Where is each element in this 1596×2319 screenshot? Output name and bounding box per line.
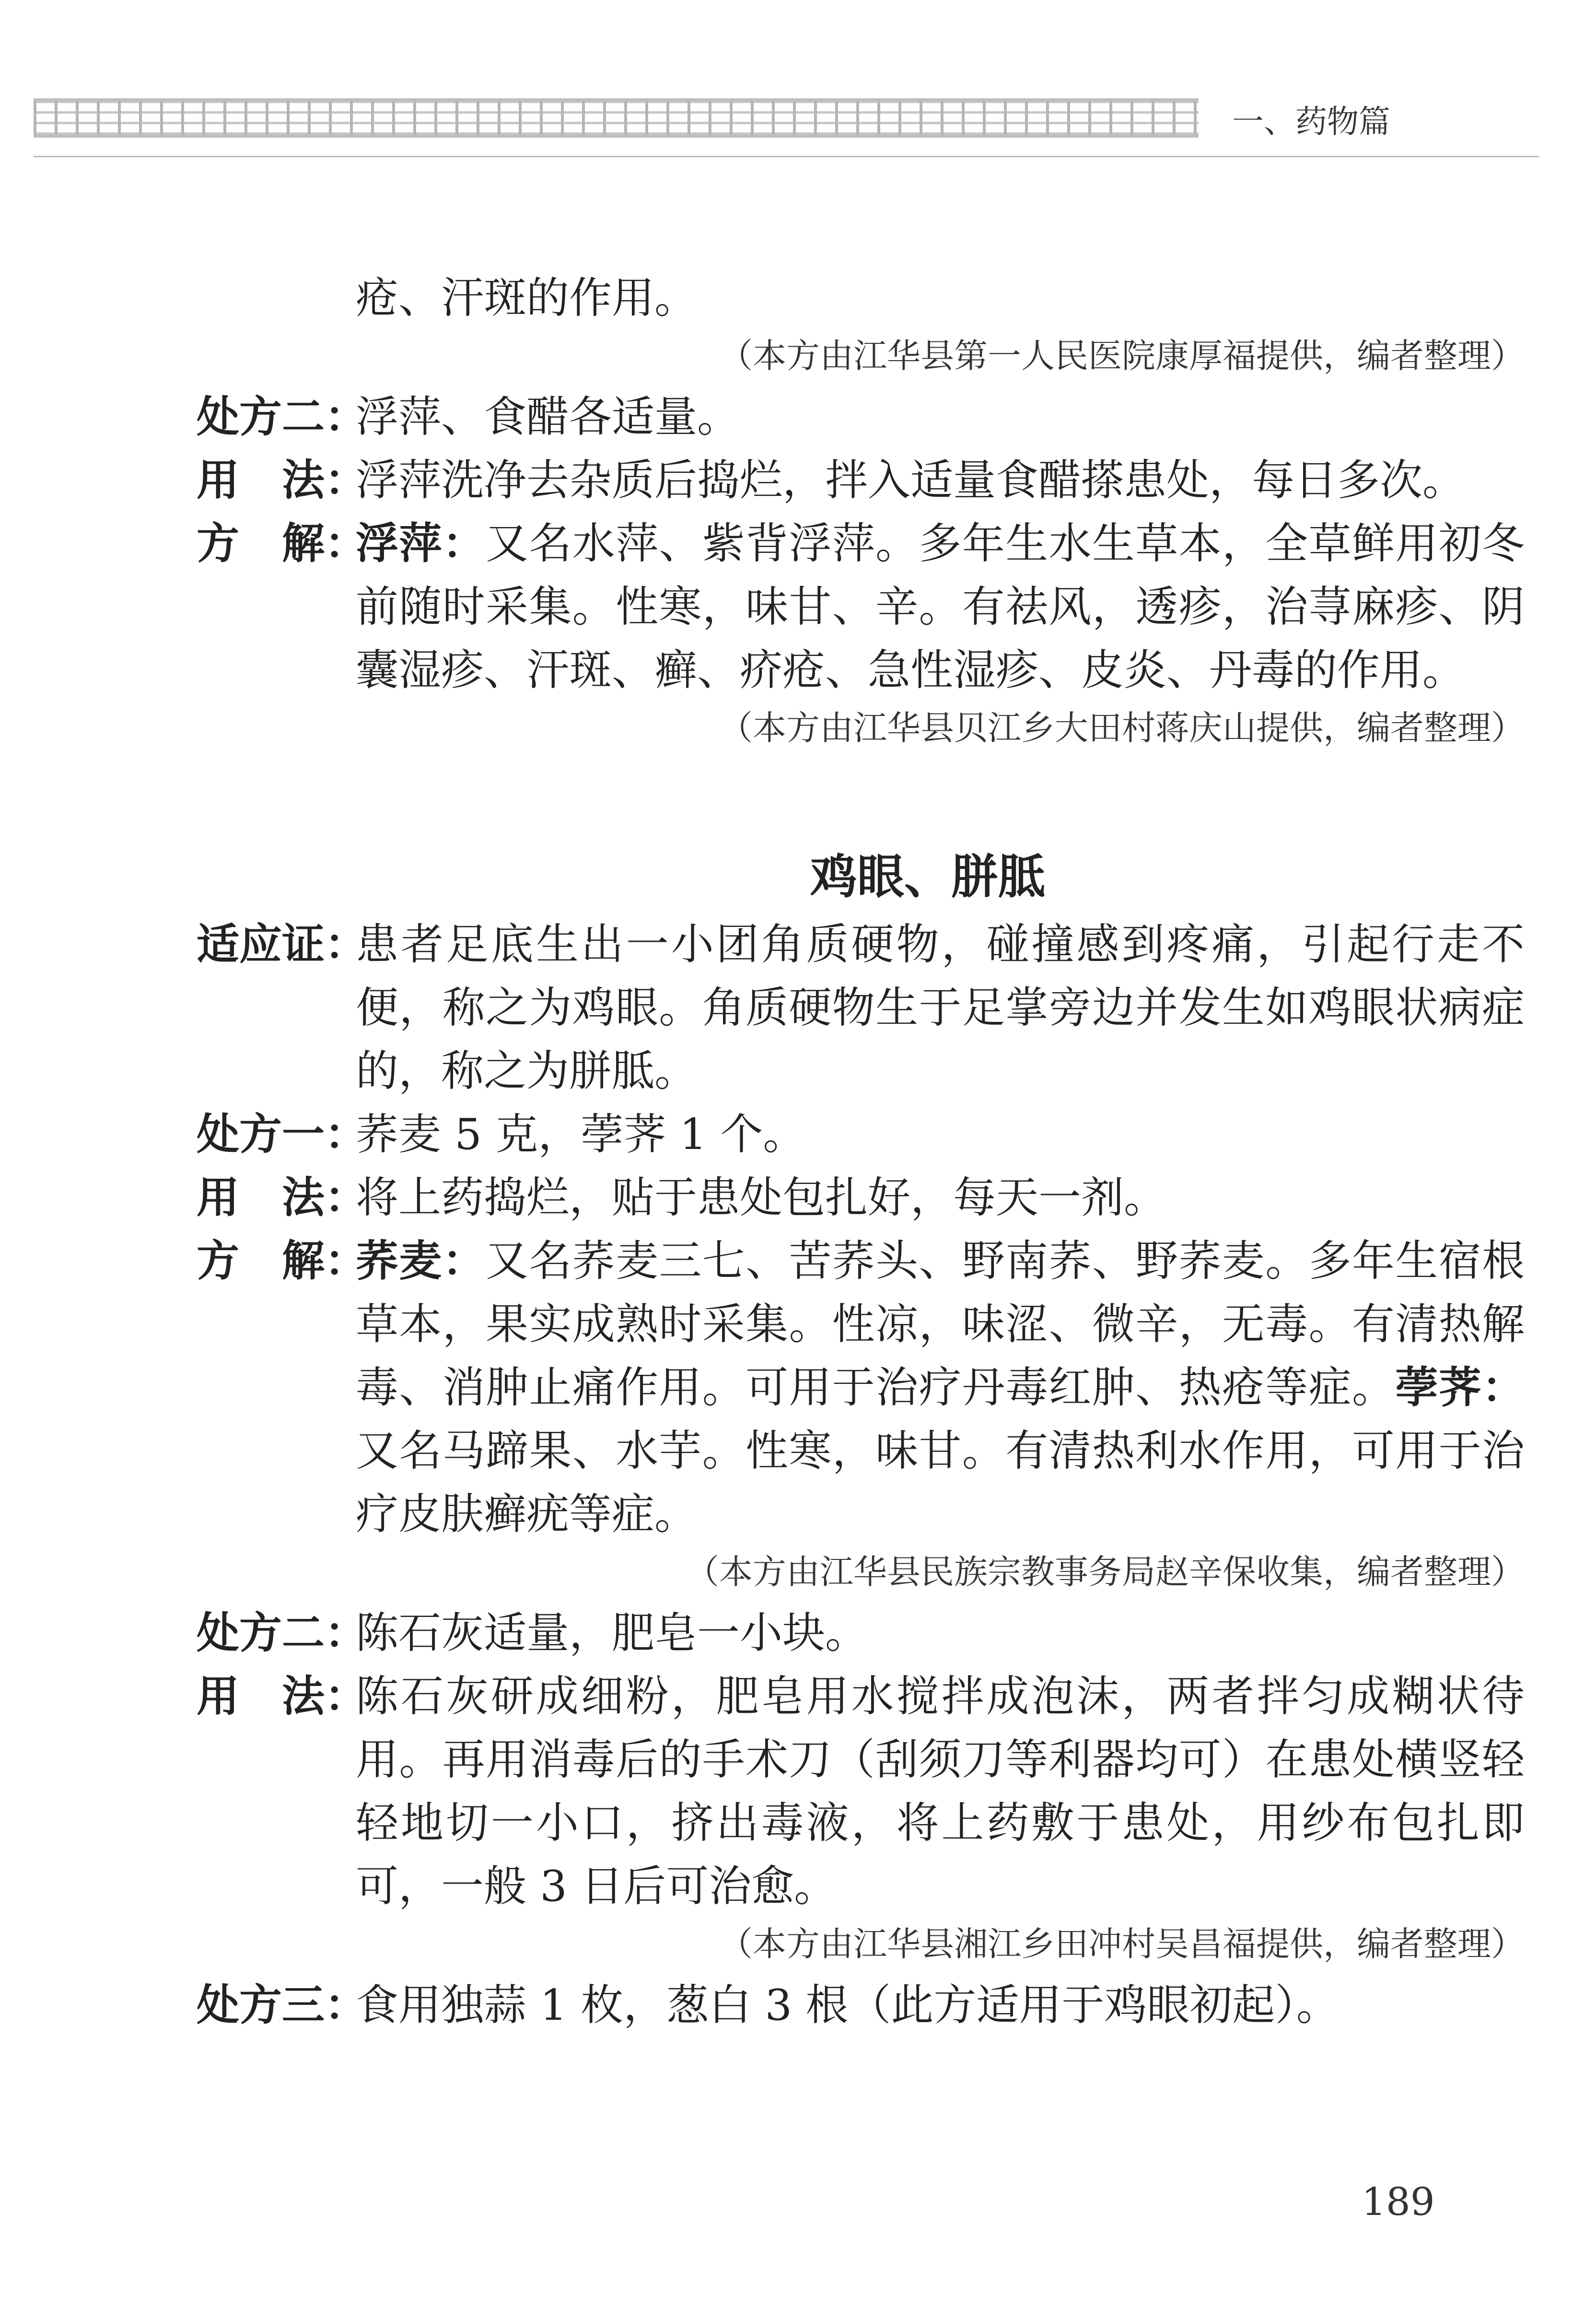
prescription-entry — [197, 1973, 1525, 2037]
indication-text: 患者足底生出一小团角质硬物，碰撞感到疼痛，引起行走不便，称之为鸡眼。角质硬物生于足掌旁边并发生如鸡眼状病症的，称之为胼胝。 — [356, 919, 1525, 1096]
explanation-entry — [197, 1229, 1525, 1546]
explanation-entry — [197, 512, 1525, 702]
usage-label: 用 法： — [197, 1172, 367, 1222]
usage-label: 用 法： — [197, 455, 367, 505]
source-credit: （本方由江华县贝江乡大田村蒋庆山提供，编者整理） — [719, 708, 1525, 748]
herb-term: 荸荠： — [1395, 1362, 1525, 1412]
explanation-text: 又名马蹄果、水芋。性寒，味甘。有清热利水作用，可用于治疗皮肤癣疣等症。 — [356, 1426, 1525, 1539]
usage-label: 用 法： — [197, 1671, 367, 1721]
prescription-entry — [197, 1102, 1525, 1166]
header-rule — [34, 156, 1539, 157]
explanation-text: 又名水萍、紫背浮萍。多年生水生草本，全草鲜用初冬前随时采集。性寒，味甘、辛。有祛风，透疹，治荨麻疹、阴囊湿疹、汗斑、癣、疥疮、急性湿疹、皮炎、丹毒的作用。 — [356, 518, 1525, 695]
indication-label: 适应证： — [197, 919, 367, 969]
explanation-label: 方 解： — [197, 1236, 367, 1286]
prescription-entry — [197, 1601, 1525, 1664]
prescription-entry — [197, 385, 1525, 448]
indication-entry — [197, 913, 1525, 1102]
prescription-text: 荞麦 5 克，荸荠 1 个。 — [356, 1109, 806, 1159]
prescription-text: 陈石灰适量，肥皂一小块。 — [356, 1608, 868, 1658]
explanation-body — [356, 512, 1525, 702]
running-header-chapter: 一、药物篇 — [1232, 103, 1390, 140]
usage-text: 将上药捣烂，贴于患处包扎好，每天一剂。 — [356, 1172, 1166, 1222]
usage-text: 浮萍洗净去杂质后捣烂，拌入适量食醋搽患处，每日多次。 — [356, 455, 1465, 505]
source-credit: （本方由江华县湘江乡田冲村吴昌福提供，编者整理） — [719, 1924, 1525, 1964]
usage-entry — [197, 448, 1525, 512]
prescription-label: 处方二： — [197, 392, 367, 442]
prescription-label: 处方一： — [197, 1109, 367, 1159]
source-credit: （本方由江华县第一人民医院康厚福提供，编者整理） — [719, 336, 1525, 375]
section-title: 鸡眼、胼胝 — [810, 850, 1045, 904]
prescription-text: 食用独蒜 1 枚，葱白 3 根（此方适用于鸡眼初起）。 — [356, 1980, 1339, 2030]
continued-text: 疮、汗斑的作用。 — [356, 273, 697, 323]
page-body — [197, 266, 1525, 2037]
explanation-body — [356, 1229, 1525, 1546]
usage-text: 陈石灰研成细粉，肥皂用水搅拌成泡沫，两者拌匀成糊状待用。再用消毒后的手术刀（刮须刀等利器均可）在患处横竖轻轻地切一小口，挤出毒液，将上药敷于患处，用纱布包扎即可，一般 3 日后可治愈。 — [356, 1671, 1525, 1911]
usage-entry — [197, 1166, 1525, 1229]
header-decorative-border — [34, 98, 1199, 138]
explanation-text: 又名荞麦三七、苦荞头、野南荞、野荞麦。多年生宿根草本，果实成熟时采集。性凉，味涩、微辛，无毒。有清热解毒、消肿止痛作用。可用于治疗丹毒红肿、热疮等症。 — [356, 1236, 1525, 1412]
usage-entry — [197, 1664, 1525, 1918]
page-number: 189 — [1362, 2179, 1435, 2224]
herb-term: 浮萍： — [356, 518, 486, 568]
prescription-text: 浮萍、食醋各适量。 — [356, 392, 740, 442]
herb-term: 荞麦： — [356, 1236, 486, 1286]
explanation-label: 方 解： — [197, 518, 367, 568]
prescription-label: 处方二： — [197, 1608, 367, 1658]
prescription-label: 处方三： — [197, 1980, 367, 2030]
source-credit: （本方由江华县民族宗教事务局赵辛保收集，编者整理） — [686, 1552, 1525, 1592]
